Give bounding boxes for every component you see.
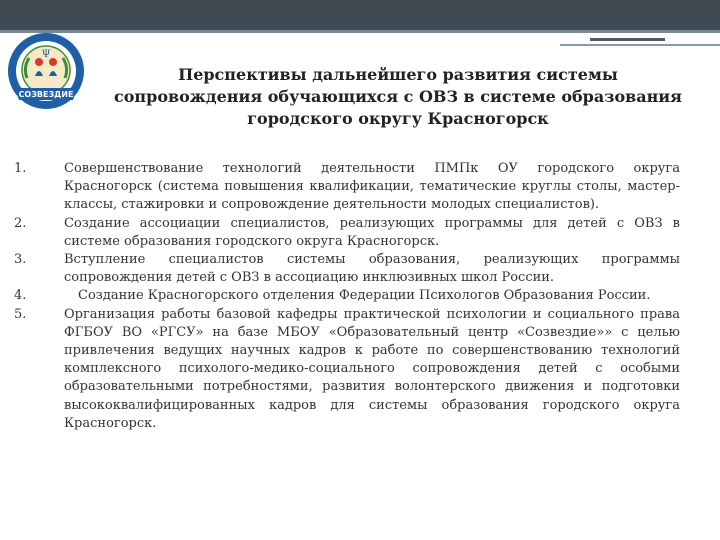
title-line-3: городского округу Красногорск bbox=[247, 109, 549, 128]
title-line-2: сопровождения обучающихся с ОВЗ в системе образования bbox=[114, 87, 682, 106]
list-item bbox=[14, 160, 680, 215]
header-stripe-thin bbox=[560, 44, 720, 46]
item-text: Вступление специалистов системы образования, реализующих программы сопровождения детей с ОВЗ в ассоциацию инклюзивных школ России. bbox=[64, 252, 680, 286]
item-text: Создание Красногорского отделения Федерации Психологов Образования России. bbox=[78, 288, 651, 304]
header-bar bbox=[0, 0, 720, 30]
header-stripe bbox=[590, 38, 665, 41]
item-number: 4. bbox=[14, 288, 27, 304]
item-text: Организация работы базовой кафедры практической психологии и социального права ФГБОУ ВО «РГСУ» на базе МБОУ «Образовательный центр «Созвездие»» с целью привлечения ведущих научных кадров к работе по совершенствованию технологий комплексного психолого-медико-социального сопровождения детей с особыми образовательными потребностями, развития волонтерского движения и подготовки высококвалифицированных кадров для системы образования городского округа Красногорск. bbox=[64, 306, 680, 431]
item-number: 2. bbox=[14, 215, 27, 231]
logo-emblem bbox=[5, 30, 87, 112]
logo-band-text: СОЗВЕЗДИЕ bbox=[18, 90, 74, 99]
svg-text:Ψ: Ψ bbox=[41, 49, 51, 60]
item-number: 5. bbox=[14, 306, 27, 322]
list-item bbox=[14, 287, 680, 305]
item-number: 3. bbox=[14, 252, 27, 268]
title-line-1: Перспективы дальнейшего развития системы bbox=[178, 65, 618, 84]
item-text: Совершенствование технологий деятельности ПМПк ОУ городского округа Красногорск (система повышения квалификации, тематические круглы столы, мастер-классы, стажировки и сопровождение деятельности молодых специалистов). bbox=[64, 161, 680, 213]
list-item bbox=[14, 306, 680, 433]
perspectives-list bbox=[14, 160, 680, 433]
item-number: 1. bbox=[14, 161, 27, 176]
slide-title bbox=[100, 64, 696, 130]
list-item bbox=[14, 215, 680, 251]
header-accent-line bbox=[0, 30, 720, 33]
list-item bbox=[14, 251, 680, 287]
item-text: Создание ассоциации специалистов, реализующих программы для детей с ОВЗ в системе образования городского округа Красногорск. bbox=[64, 215, 680, 249]
